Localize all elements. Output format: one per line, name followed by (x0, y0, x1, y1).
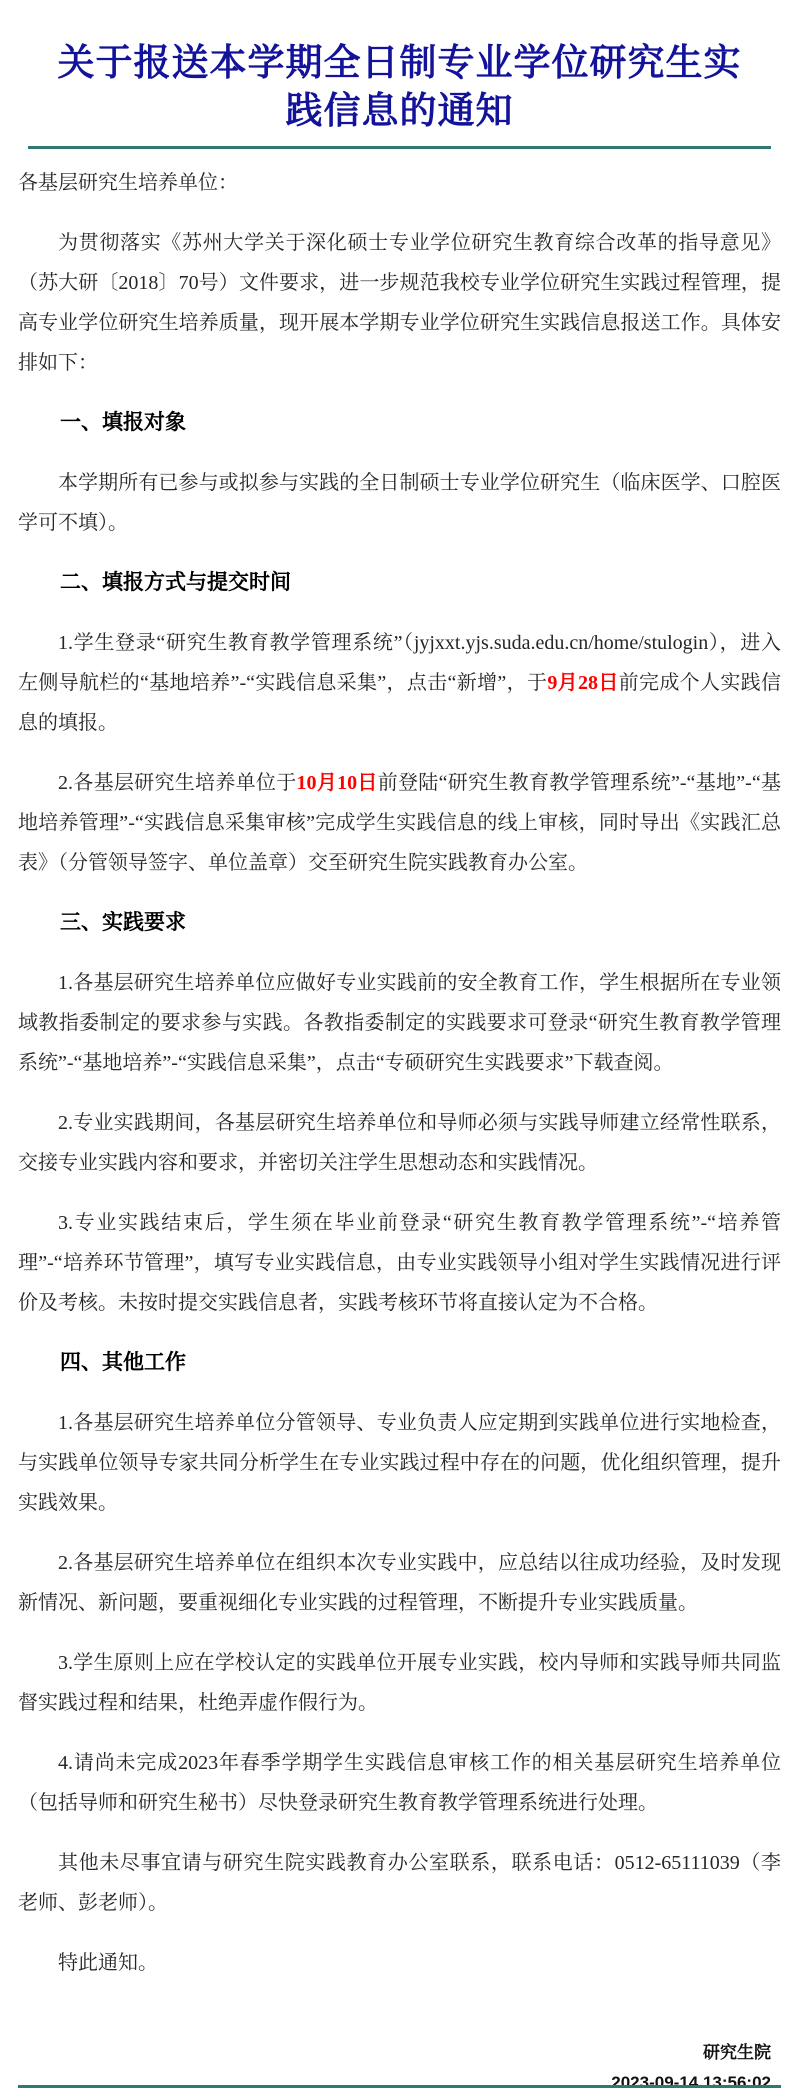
page-title: 关于报送本学期全日制专业学位研究生实践信息的通知 (57, 43, 742, 132)
paragraph-text: 2.专业实践期间，各基层研究生培养单位和导师必须与实践导师建立经常性联系，交接专业实践内容和要求，并密切关注学生思想动态和实践情况。 (18, 1112, 781, 1174)
paragraph (18, 623, 781, 743)
notice-body (18, 163, 781, 1983)
paragraph (18, 1403, 781, 1523)
section-heading: 一、填报对象 (60, 411, 186, 434)
paragraph-text: 前登陆“研究生教育教学管理系统”-“基地”-“基地培养管理”-“实践信息采集审核”完成学生实践信息的线上审核，同时导出《实践汇总表》（分管领导签字、单位盖章）交至研究生院实践教育办公室。 (18, 772, 782, 874)
notice-document (0, 40, 799, 2092)
deadline-highlight: 9月28日 (547, 672, 619, 694)
paragraph (18, 1543, 781, 1623)
section-heading: 三、实践要求 (60, 911, 186, 934)
section-heading: 四、其他工作 (60, 1351, 186, 1374)
paragraph (18, 963, 781, 1083)
signature-datetime: 2023-09-14 13:56:02 (611, 2073, 771, 2092)
title-divider (28, 146, 771, 149)
salutation: 各基层研究生培养单位： (18, 172, 238, 194)
paragraph (18, 1743, 781, 1823)
paragraph (18, 763, 781, 883)
paragraph-text: 3.学生原则上应在学校认定的实践单位开展专业实践，校内导师和实践导师共同监督实践过程和结果，杜绝弄虚作假行为。 (18, 1652, 781, 1714)
deadline-highlight: 10月10日 (296, 772, 378, 794)
paragraph (18, 1643, 781, 1723)
intro-paragraph: 为贯彻落实《苏州大学关于深化硕士专业学位研究生教育综合改革的指导意见》（苏大研〔2018〕70号）文件要求，进一步规范我校专业学位研究生实践过程管理，提高专业学位研究生培养质量，现开展本学期专业学位研究生实践信息报送工作。具体安排如下： (18, 232, 781, 374)
paragraph (18, 1103, 781, 1183)
paragraph-text: 3.专业实践结束后，学生须在毕业前登录“研究生教育教学管理系统”-“培养管理”-“培养环节管理”，填写专业实践信息，由专业实践领导小组对学生实践情况进行评价及考核。未按时提交实践信息者，实践考核环节将直接认定为不合格。 (18, 1212, 781, 1314)
paragraph-text: 1.学生登录“研究生教育教学管理系统”（jyjxxt.yjs.suda.edu.cn/home/stulogin），进入左侧导航栏的“基地培养”-“实践信息采集”，点击“新增”，于 (18, 632, 781, 694)
paragraph-text: 1.各基层研究生培养单位分管领导、专业负责人应定期到实践单位进行实地检查，与实践单位领导专家共同分析学生在专业实践过程中存在的问题，优化组织管理，提升实践效果。 (18, 1412, 781, 1514)
paragraph (18, 463, 781, 543)
paragraph-text: 1.各基层研究生培养单位应做好专业实践前的安全教育工作，学生根据所在专业领域教指委制定的要求参与实践。各教指委制定的实践要求可登录“研究生教育教学管理系统”-“基地培养”-“实践信息采集”，点击“专硕研究生实践要求”下载查阅。 (18, 972, 781, 1074)
section-heading: 二、填报方式与提交时间 (60, 571, 291, 594)
paragraph-text: 本学期所有已参与或拟参与实践的全日制硕士专业学位研究生（临床医学、口腔医学可不填）。 (18, 472, 781, 534)
paragraph-text: 前完成个人实践信息的填报。 (18, 672, 782, 734)
paragraph (18, 1203, 781, 1323)
paragraph-text: 2.各基层研究生培养单位在组织本次专业实践中，应总结以往成功经验，及时发现新情况、新问题，要重视细化专业实践的过程管理，不断提升专业实践质量。 (18, 1552, 781, 1614)
closing-paragraph: 其他未尽事宜请与研究生院实践教育办公室联系，联系电话：0512-65111039（李老师、彭老师）。 (18, 1852, 781, 1914)
signature-block (18, 2038, 771, 2092)
paragraph-text: 2.各基层研究生培养单位于 (58, 772, 297, 794)
closing-paragraph: 特此通知。 (58, 1952, 158, 1974)
document-sections (18, 403, 781, 1823)
closing-paragraphs (18, 1843, 781, 1983)
signature-org: 研究生院 (703, 2043, 771, 2062)
page-footer (18, 2085, 781, 2092)
paragraph-text: 4.请尚未完成2023年春季学期学生实践信息审核工作的相关基层研究生培养单位（包括导师和研究生秘书）尽快登录研究生教育教学管理系统进行处理。 (18, 1752, 781, 1814)
